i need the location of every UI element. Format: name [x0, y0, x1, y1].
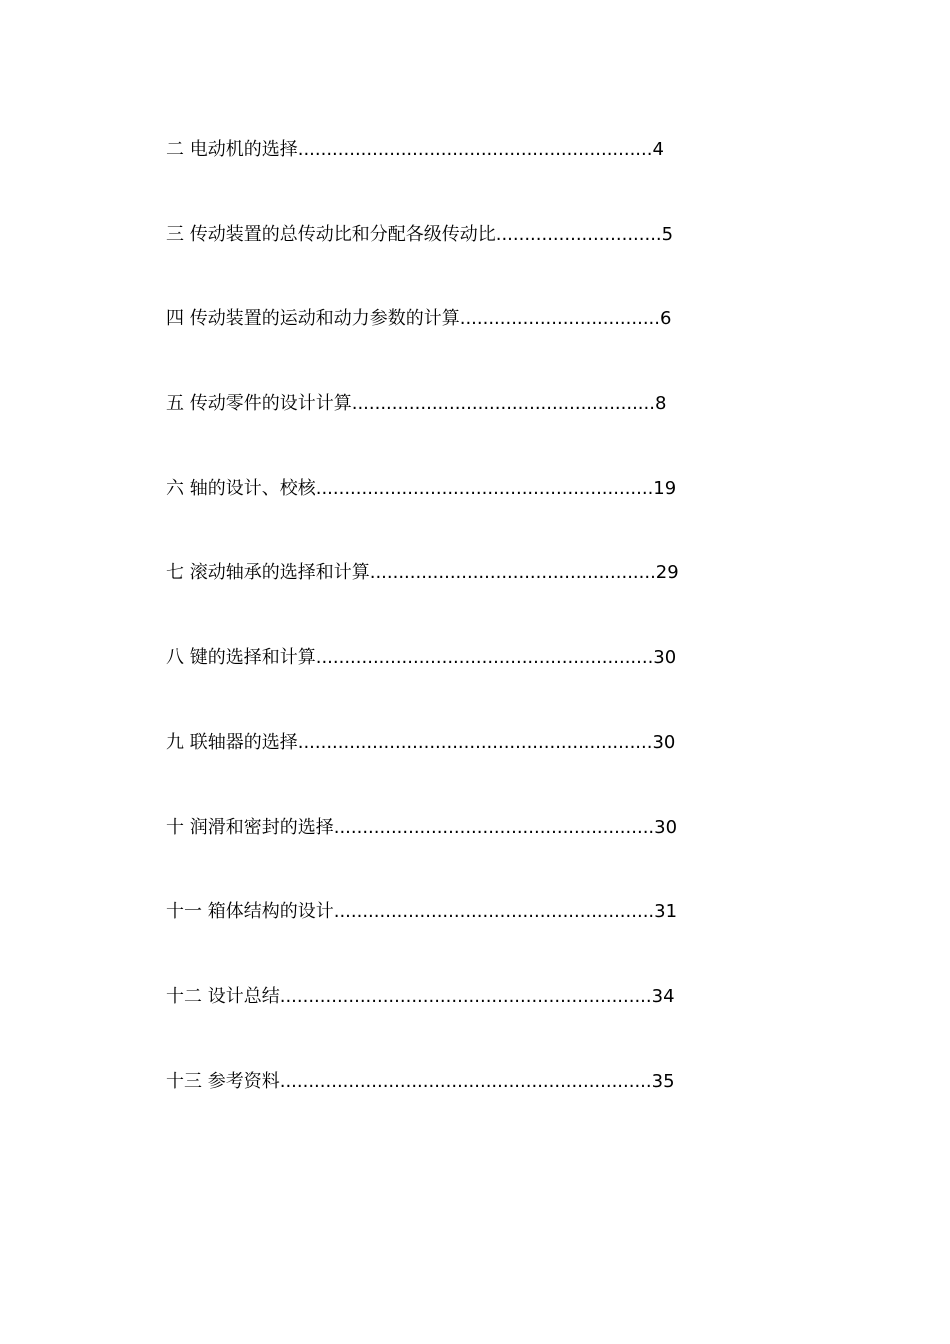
toc-entry[interactable]	[166, 222, 766, 307]
toc-entry-text: 十二 设计总结.................................................................34	[166, 985, 675, 1007]
toc-entry[interactable]	[166, 560, 766, 645]
toc-entry[interactable]	[166, 137, 766, 222]
toc-entry[interactable]	[166, 815, 766, 900]
toc-entry-text: 四 传动装置的运动和动力参数的计算...................................6	[166, 308, 672, 330]
table-of-contents	[166, 137, 766, 1153]
toc-entry[interactable]	[166, 645, 766, 730]
toc-entry-text: 五 传动零件的设计计算.....................................................8	[166, 393, 667, 415]
toc-entry-text: 十 润滑和密封的选择........................................................30	[166, 816, 678, 838]
toc-entry-text: 九 联轴器的选择..............................................................30	[166, 731, 676, 753]
toc-entry-text: 八 键的选择和计算...........................................................30	[166, 647, 677, 669]
toc-entry[interactable]	[166, 306, 766, 391]
toc-entry[interactable]	[166, 899, 766, 984]
toc-entry-text: 六 轴的设计、校核...........................................................19	[166, 477, 677, 499]
toc-entry-text: 二 电动机的选择..............................................................4	[166, 139, 664, 160]
toc-entry[interactable]	[166, 476, 766, 561]
toc-entry-text: 十一 箱体结构的设计........................................................31	[166, 901, 678, 923]
toc-entry-text: 三 传动装置的总传动比和分配各级传动比.............................5	[166, 223, 674, 245]
toc-entry-text: 十三 参考资料.................................................................35	[166, 1070, 675, 1092]
toc-entry[interactable]	[166, 730, 766, 815]
toc-entry[interactable]	[166, 391, 766, 476]
toc-entry-text: 七 滚动轴承的选择和计算..................................................29	[166, 562, 679, 584]
toc-entry[interactable]	[166, 984, 766, 1069]
toc-entry[interactable]	[166, 1069, 766, 1154]
